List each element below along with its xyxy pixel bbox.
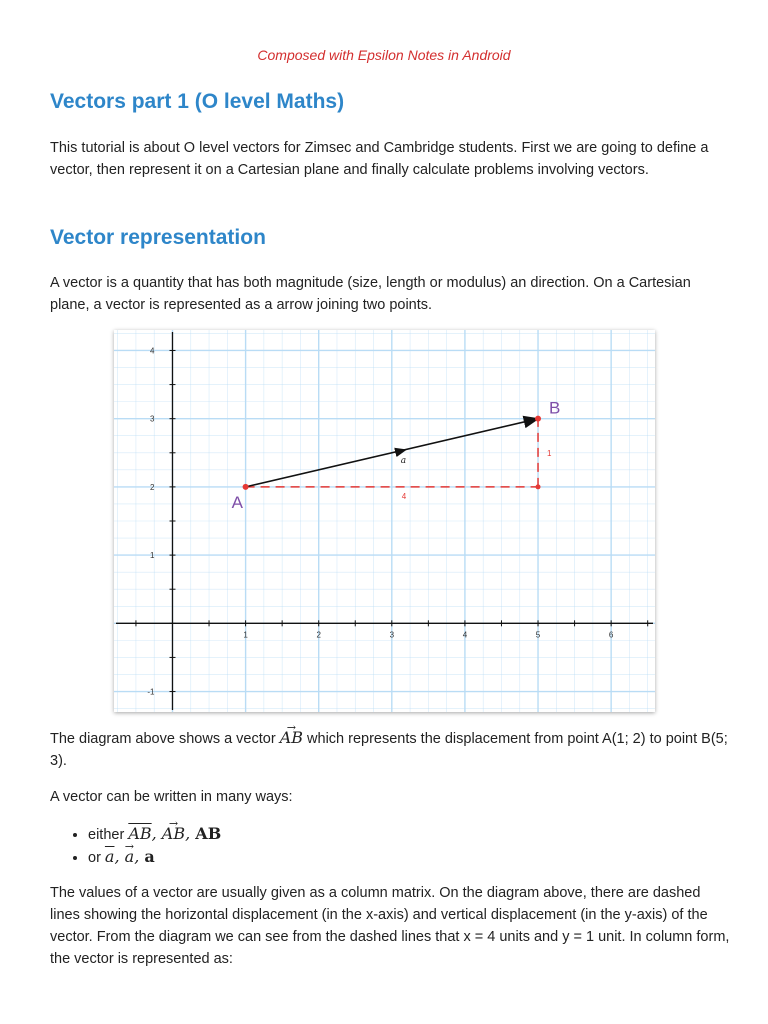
page-title: Vectors part 1 (O level Maths) (50, 90, 345, 113)
separator: , (151, 824, 162, 843)
point-b-label: B (549, 398, 561, 418)
x-tick-label: 1 (243, 630, 248, 640)
point-a-marker (243, 484, 249, 490)
x-tick-label: 3 (389, 630, 395, 640)
list-item-prefix: either (88, 827, 129, 843)
intro-paragraph: This tutorial is about O level vectors for Zimsec and Cambridge students. First we are going to define a vector, then represent it on a Cartesian plane and finally calculate problems involving vectors. (50, 140, 709, 178)
horizontal-displacement-label: 4 (401, 491, 407, 501)
notation-arrow-a: → a (125, 846, 135, 868)
y-tick-label: 1 (150, 551, 155, 561)
notation-bar-ab: $\overline{AB}$ (128, 824, 152, 843)
y-tick-label: 4 (150, 346, 155, 356)
notation-list (50, 823, 221, 869)
separator: , (185, 824, 196, 843)
list-item-prefix: or (88, 850, 105, 866)
separator: , (114, 847, 125, 866)
cartesian-diagram (114, 330, 655, 712)
list-item (88, 846, 221, 869)
x-tick-label: 2 (316, 630, 321, 640)
separator: , (134, 847, 145, 866)
notation-bold-ab: AB (195, 824, 222, 843)
x-tick-label: 4 (462, 630, 468, 640)
vector-chart (114, 330, 655, 712)
corner-point-marker (536, 484, 541, 489)
y-tick-label: 2 (150, 482, 155, 492)
definition-paragraph: A vector is a quantity that has both magnitude (size, length or modulus) an direction. On a Cartesian plane, a vector is represented as a arrow joining two points. (50, 275, 691, 313)
diagram-text-before: The diagram above shows a vector (50, 731, 280, 747)
diagram-text-after: which represents the displacement from point A(1; 2) to point B(5; 3). (50, 731, 728, 769)
notation-arrow-ab: → AB (162, 823, 185, 845)
x-tick-label: 5 (535, 630, 541, 640)
notation-bar-a: $\overline{a}$ (104, 847, 115, 866)
diagram-description (50, 727, 730, 772)
y-tick-label: -1 (147, 687, 155, 697)
list-item (88, 823, 221, 846)
point-b-marker (535, 416, 541, 422)
vector-label: a (400, 455, 407, 466)
vertical-displacement-label: 1 (547, 448, 552, 458)
point-a-label: A (231, 492, 243, 512)
x-tick-label: 6 (608, 630, 614, 640)
y-tick-label: 3 (150, 414, 155, 424)
ways-intro: A vector can be written in many ways: (50, 789, 293, 805)
notation-bold-a: a (144, 847, 155, 866)
section-heading: Vector representation (50, 226, 266, 249)
composed-note: Composed with Epsilon Notes in Android (257, 47, 511, 63)
closing-paragraph: The values of a vector are usually given as a column matrix. On the diagram above, there are dashed lines showing the horizontal displacement (in the x-axis) and vertical displacement (in the y-axis) of the vector. From the diagram we can see from the dashed lines that x = 4 units and y = 1 unit. In column form, the vector is represented as: (50, 885, 730, 967)
vector-ab-notation: → AB (280, 727, 303, 749)
